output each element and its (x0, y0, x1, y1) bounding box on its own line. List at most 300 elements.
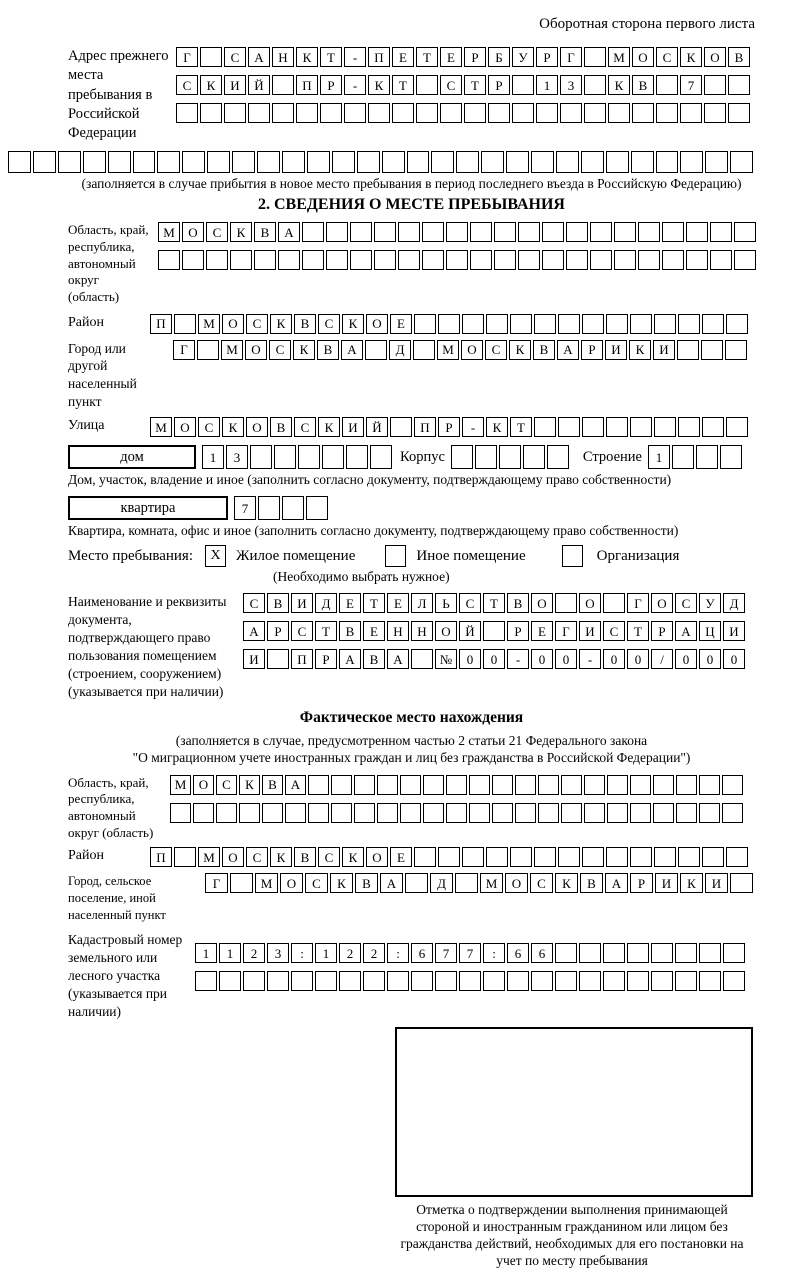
char-cell[interactable]: И (243, 649, 265, 669)
char-cell[interactable]: О (651, 593, 673, 613)
char-cell[interactable]: Ь (435, 593, 457, 613)
char-cell[interactable] (262, 803, 283, 823)
char-cell[interactable]: Т (320, 47, 342, 67)
char-cell[interactable]: О (222, 847, 244, 867)
char-cell[interactable] (400, 803, 421, 823)
char-cell[interactable] (414, 847, 436, 867)
char-cell[interactable] (470, 222, 492, 242)
char-cell[interactable] (672, 445, 694, 469)
char-cell[interactable]: М (221, 340, 243, 360)
char-cell[interactable] (515, 803, 536, 823)
char-cell[interactable]: А (278, 222, 300, 242)
char-cell[interactable] (494, 222, 516, 242)
char-cell[interactable] (675, 943, 697, 963)
char-cell[interactable] (699, 775, 720, 795)
char-cell[interactable] (230, 873, 253, 893)
char-cell[interactable] (431, 151, 454, 173)
char-cell[interactable] (654, 417, 676, 437)
char-cell[interactable] (302, 250, 324, 270)
char-cell[interactable] (170, 803, 191, 823)
char-cell[interactable] (200, 47, 222, 67)
char-cell[interactable] (590, 222, 612, 242)
char-cell[interactable]: Н (272, 47, 294, 67)
char-cell[interactable]: С (459, 593, 481, 613)
char-cell[interactable]: Р (536, 47, 558, 67)
char-cell[interactable]: А (675, 621, 697, 641)
char-cell[interactable] (730, 873, 753, 893)
char-cell[interactable]: А (341, 340, 363, 360)
char-cell[interactable] (702, 314, 724, 334)
char-cell[interactable]: И (653, 340, 675, 360)
char-cell[interactable] (368, 103, 390, 123)
char-cell[interactable]: Е (390, 847, 412, 867)
char-cell[interactable] (538, 775, 559, 795)
char-cell[interactable]: Г (555, 621, 577, 641)
char-cell[interactable] (702, 417, 724, 437)
char-cell[interactable]: И (655, 873, 678, 893)
char-cell[interactable] (308, 775, 329, 795)
char-cell[interactable] (723, 943, 745, 963)
char-cell[interactable] (582, 847, 604, 867)
char-cell[interactable] (387, 971, 409, 991)
char-cell[interactable]: О (461, 340, 483, 360)
char-cell[interactable] (730, 151, 753, 173)
char-cell[interactable]: Т (510, 417, 532, 437)
char-cell[interactable] (555, 943, 577, 963)
char-cell[interactable] (451, 445, 473, 469)
char-cell[interactable]: Р (438, 417, 460, 437)
char-cell[interactable]: А (380, 873, 403, 893)
char-cell[interactable] (435, 971, 457, 991)
char-cell[interactable] (638, 222, 660, 242)
char-cell[interactable] (678, 417, 700, 437)
char-cell[interactable] (725, 340, 747, 360)
char-cell[interactable]: К (270, 314, 292, 334)
char-cell[interactable]: В (632, 75, 654, 95)
char-cell[interactable]: С (198, 417, 220, 437)
char-cell[interactable] (216, 803, 237, 823)
char-cell[interactable] (726, 847, 748, 867)
char-cell[interactable]: П (150, 847, 172, 867)
char-cell[interactable] (662, 222, 684, 242)
char-cell[interactable] (405, 873, 428, 893)
char-cell[interactable] (257, 151, 280, 173)
char-cell[interactable] (488, 103, 510, 123)
char-cell[interactable] (282, 151, 305, 173)
char-cell[interactable] (200, 103, 222, 123)
char-cell[interactable] (296, 103, 318, 123)
char-cell[interactable]: 0 (675, 649, 697, 669)
char-cell[interactable] (267, 971, 289, 991)
char-cell[interactable]: - (579, 649, 601, 669)
char-cell[interactable]: Р (464, 47, 486, 67)
char-cell[interactable] (705, 151, 728, 173)
char-cell[interactable] (182, 250, 204, 270)
char-cell[interactable] (413, 340, 435, 360)
char-cell[interactable]: : (291, 943, 313, 963)
char-cell[interactable]: 0 (555, 649, 577, 669)
char-cell[interactable]: С (246, 314, 268, 334)
char-cell[interactable] (462, 314, 484, 334)
char-cell[interactable]: К (296, 47, 318, 67)
char-cell[interactable] (470, 250, 492, 270)
char-cell[interactable] (534, 417, 556, 437)
char-cell[interactable] (676, 775, 697, 795)
char-cell[interactable]: С (224, 47, 246, 67)
char-cell[interactable] (446, 250, 468, 270)
char-cell[interactable] (728, 75, 750, 95)
char-cell[interactable] (416, 75, 438, 95)
char-cell[interactable]: Т (483, 593, 505, 613)
char-cell[interactable] (510, 847, 532, 867)
char-cell[interactable] (630, 775, 651, 795)
char-cell[interactable] (512, 75, 534, 95)
char-cell[interactable] (699, 943, 721, 963)
char-cell[interactable] (678, 847, 700, 867)
char-cell[interactable] (339, 971, 361, 991)
char-cell[interactable] (534, 847, 556, 867)
char-cell[interactable] (224, 103, 246, 123)
char-cell[interactable] (174, 847, 196, 867)
char-cell[interactable]: К (230, 222, 252, 242)
char-cell[interactable] (566, 250, 588, 270)
char-cell[interactable]: К (368, 75, 390, 95)
char-cell[interactable] (531, 971, 553, 991)
char-cell[interactable]: 6 (507, 943, 529, 963)
char-cell[interactable]: О (245, 340, 267, 360)
char-cell[interactable] (606, 847, 628, 867)
char-cell[interactable] (680, 151, 703, 173)
char-cell[interactable] (407, 151, 430, 173)
char-cell[interactable]: Г (173, 340, 195, 360)
char-cell[interactable] (350, 250, 372, 270)
char-cell[interactable]: С (206, 222, 228, 242)
char-cell[interactable] (133, 151, 156, 173)
char-cell[interactable] (722, 775, 743, 795)
char-cell[interactable]: 0 (603, 649, 625, 669)
char-cell[interactable] (499, 445, 521, 469)
char-cell[interactable] (230, 250, 252, 270)
char-cell[interactable]: С (440, 75, 462, 95)
char-cell[interactable]: К (608, 75, 630, 95)
char-cell[interactable] (469, 803, 490, 823)
char-cell[interactable]: К (680, 873, 703, 893)
char-cell[interactable] (219, 971, 241, 991)
char-cell[interactable]: М (198, 847, 220, 867)
char-cell[interactable] (308, 803, 329, 823)
char-cell[interactable]: У (699, 593, 721, 613)
char-cell[interactable] (512, 103, 534, 123)
char-cell[interactable] (651, 971, 673, 991)
char-cell[interactable] (536, 103, 558, 123)
char-cell[interactable] (555, 971, 577, 991)
char-cell[interactable]: И (291, 593, 313, 613)
char-cell[interactable]: № (435, 649, 457, 669)
char-cell[interactable] (561, 803, 582, 823)
char-cell[interactable]: Й (248, 75, 270, 95)
checkbox-inoe-pomeshchenie[interactable] (385, 545, 406, 567)
char-cell[interactable] (581, 151, 604, 173)
char-cell[interactable]: В (507, 593, 529, 613)
char-cell[interactable] (630, 417, 652, 437)
char-cell[interactable] (377, 803, 398, 823)
char-cell[interactable]: : (387, 943, 409, 963)
char-cell[interactable]: С (318, 847, 340, 867)
char-cell[interactable]: В (254, 222, 276, 242)
char-cell[interactable] (538, 803, 559, 823)
char-cell[interactable]: К (342, 314, 364, 334)
char-cell[interactable]: С (318, 314, 340, 334)
char-cell[interactable]: Й (459, 621, 481, 641)
char-cell[interactable] (254, 250, 276, 270)
char-cell[interactable]: В (294, 314, 316, 334)
char-cell[interactable] (734, 250, 756, 270)
char-cell[interactable] (239, 803, 260, 823)
char-cell[interactable]: 7 (680, 75, 702, 95)
char-cell[interactable]: А (387, 649, 409, 669)
char-cell[interactable]: 3 (560, 75, 582, 95)
char-cell[interactable] (686, 250, 708, 270)
char-cell[interactable] (680, 103, 702, 123)
char-cell[interactable]: - (344, 75, 366, 95)
char-cell[interactable]: Т (627, 621, 649, 641)
char-cell[interactable] (584, 47, 606, 67)
char-cell[interactable] (411, 971, 433, 991)
char-cell[interactable] (614, 222, 636, 242)
char-cell[interactable]: 0 (627, 649, 649, 669)
char-cell[interactable] (701, 340, 723, 360)
char-cell[interactable] (582, 314, 604, 334)
char-cell[interactable] (455, 873, 478, 893)
char-cell[interactable] (446, 803, 467, 823)
char-cell[interactable] (607, 775, 628, 795)
char-cell[interactable] (411, 649, 433, 669)
char-cell[interactable]: С (243, 593, 265, 613)
char-cell[interactable] (438, 314, 460, 334)
char-cell[interactable]: М (150, 417, 172, 437)
char-cell[interactable]: М (198, 314, 220, 334)
char-cell[interactable]: О (222, 314, 244, 334)
char-cell[interactable]: Е (440, 47, 462, 67)
char-cell[interactable]: - (344, 47, 366, 67)
char-cell[interactable] (630, 314, 652, 334)
char-cell[interactable]: Т (464, 75, 486, 95)
char-cell[interactable] (267, 649, 289, 669)
char-cell[interactable]: А (248, 47, 270, 67)
char-cell[interactable]: 1 (315, 943, 337, 963)
char-cell[interactable]: Д (430, 873, 453, 893)
char-cell[interactable] (331, 775, 352, 795)
char-cell[interactable] (322, 445, 344, 469)
char-cell[interactable] (614, 250, 636, 270)
char-cell[interactable] (459, 971, 481, 991)
char-cell[interactable] (678, 314, 700, 334)
char-cell[interactable]: И (579, 621, 601, 641)
char-cell[interactable]: О (280, 873, 303, 893)
char-cell[interactable] (438, 847, 460, 867)
char-cell[interactable]: С (269, 340, 291, 360)
char-cell[interactable]: А (243, 621, 265, 641)
char-cell[interactable] (302, 222, 324, 242)
char-cell[interactable] (462, 847, 484, 867)
checkbox-zhiloe-pomeshchenie[interactable]: X (205, 545, 226, 567)
char-cell[interactable]: М (437, 340, 459, 360)
char-cell[interactable]: М (608, 47, 630, 67)
char-cell[interactable]: О (505, 873, 528, 893)
char-cell[interactable]: 1 (536, 75, 558, 95)
char-cell[interactable] (422, 222, 444, 242)
char-cell[interactable] (469, 775, 490, 795)
char-cell[interactable]: 3 (226, 445, 248, 469)
char-cell[interactable] (607, 803, 628, 823)
char-cell[interactable] (582, 417, 604, 437)
char-cell[interactable] (398, 250, 420, 270)
char-cell[interactable] (250, 445, 272, 469)
char-cell[interactable] (232, 151, 255, 173)
char-cell[interactable] (370, 445, 392, 469)
char-cell[interactable]: О (366, 847, 388, 867)
char-cell[interactable]: Т (416, 47, 438, 67)
char-cell[interactable]: В (267, 593, 289, 613)
char-cell[interactable] (398, 222, 420, 242)
char-cell[interactable]: К (629, 340, 651, 360)
char-cell[interactable] (704, 75, 726, 95)
char-cell[interactable] (274, 445, 296, 469)
char-cell[interactable] (285, 803, 306, 823)
char-cell[interactable]: К (342, 847, 364, 867)
char-cell[interactable]: 2 (363, 943, 385, 963)
char-cell[interactable]: К (318, 417, 340, 437)
char-cell[interactable]: 1 (202, 445, 224, 469)
char-cell[interactable] (440, 103, 462, 123)
char-cell[interactable] (157, 151, 180, 173)
char-cell[interactable]: Г (205, 873, 228, 893)
char-cell[interactable] (58, 151, 81, 173)
char-cell[interactable] (481, 151, 504, 173)
char-cell[interactable] (653, 803, 674, 823)
char-cell[interactable] (584, 803, 605, 823)
char-cell[interactable]: О (579, 593, 601, 613)
char-cell[interactable] (726, 417, 748, 437)
char-cell[interactable] (374, 250, 396, 270)
char-cell[interactable]: 6 (411, 943, 433, 963)
char-cell[interactable]: Р (320, 75, 342, 95)
char-cell[interactable] (416, 103, 438, 123)
char-cell[interactable] (377, 775, 398, 795)
char-cell[interactable]: Г (627, 593, 649, 613)
char-cell[interactable]: Н (411, 621, 433, 641)
char-cell[interactable] (654, 314, 676, 334)
char-cell[interactable] (193, 803, 214, 823)
char-cell[interactable] (558, 847, 580, 867)
char-cell[interactable]: 1 (648, 445, 670, 469)
char-cell[interactable] (720, 445, 742, 469)
char-cell[interactable]: К (509, 340, 531, 360)
char-cell[interactable] (176, 103, 198, 123)
char-cell[interactable] (510, 314, 532, 334)
char-cell[interactable]: О (246, 417, 268, 437)
char-cell[interactable]: Р (581, 340, 603, 360)
char-cell[interactable]: Е (390, 314, 412, 334)
char-cell[interactable]: В (270, 417, 292, 437)
char-cell[interactable]: / (651, 649, 673, 669)
char-cell[interactable]: М (255, 873, 278, 893)
char-cell[interactable] (207, 151, 230, 173)
char-cell[interactable]: С (216, 775, 237, 795)
char-cell[interactable]: О (174, 417, 196, 437)
char-cell[interactable] (542, 222, 564, 242)
char-cell[interactable]: У (512, 47, 534, 67)
char-cell[interactable] (518, 222, 540, 242)
char-cell[interactable]: Т (363, 593, 385, 613)
char-cell[interactable] (627, 971, 649, 991)
char-cell[interactable] (722, 803, 743, 823)
char-cell[interactable]: 2 (339, 943, 361, 963)
char-cell[interactable]: О (366, 314, 388, 334)
char-cell[interactable] (350, 222, 372, 242)
char-cell[interactable]: К (239, 775, 260, 795)
char-cell[interactable]: О (193, 775, 214, 795)
char-cell[interactable]: М (158, 222, 180, 242)
char-cell[interactable]: Б (488, 47, 510, 67)
char-cell[interactable] (332, 151, 355, 173)
char-cell[interactable] (723, 971, 745, 991)
char-cell[interactable] (326, 222, 348, 242)
char-cell[interactable]: - (507, 649, 529, 669)
char-cell[interactable] (603, 943, 625, 963)
char-cell[interactable]: С (603, 621, 625, 641)
char-cell[interactable] (561, 775, 582, 795)
char-cell[interactable] (363, 971, 385, 991)
char-cell[interactable]: Р (315, 649, 337, 669)
char-cell[interactable] (423, 775, 444, 795)
char-cell[interactable]: А (285, 775, 306, 795)
char-cell[interactable] (547, 445, 569, 469)
char-cell[interactable]: О (435, 621, 457, 641)
char-cell[interactable] (258, 496, 280, 520)
char-cell[interactable]: 1 (195, 943, 217, 963)
char-cell[interactable] (390, 417, 412, 437)
char-cell[interactable] (422, 250, 444, 270)
char-cell[interactable] (656, 103, 678, 123)
char-cell[interactable] (400, 775, 421, 795)
char-cell[interactable] (486, 847, 508, 867)
char-cell[interactable]: К (555, 873, 578, 893)
char-cell[interactable]: Е (387, 593, 409, 613)
char-cell[interactable] (282, 496, 304, 520)
char-cell[interactable]: 3 (267, 943, 289, 963)
char-cell[interactable]: Е (339, 593, 361, 613)
char-cell[interactable] (8, 151, 31, 173)
char-cell[interactable] (291, 971, 313, 991)
char-cell[interactable] (710, 250, 732, 270)
char-cell[interactable] (174, 314, 196, 334)
char-cell[interactable] (344, 103, 366, 123)
char-cell[interactable]: В (363, 649, 385, 669)
char-cell[interactable]: И (224, 75, 246, 95)
char-cell[interactable] (523, 445, 545, 469)
char-cell[interactable] (699, 803, 720, 823)
char-cell[interactable]: В (317, 340, 339, 360)
char-cell[interactable] (195, 971, 217, 991)
char-cell[interactable] (357, 151, 380, 173)
char-cell[interactable]: В (355, 873, 378, 893)
char-cell[interactable]: Т (392, 75, 414, 95)
char-cell[interactable] (278, 250, 300, 270)
char-cell[interactable]: - (462, 417, 484, 437)
char-cell[interactable] (686, 222, 708, 242)
char-cell[interactable] (728, 103, 750, 123)
